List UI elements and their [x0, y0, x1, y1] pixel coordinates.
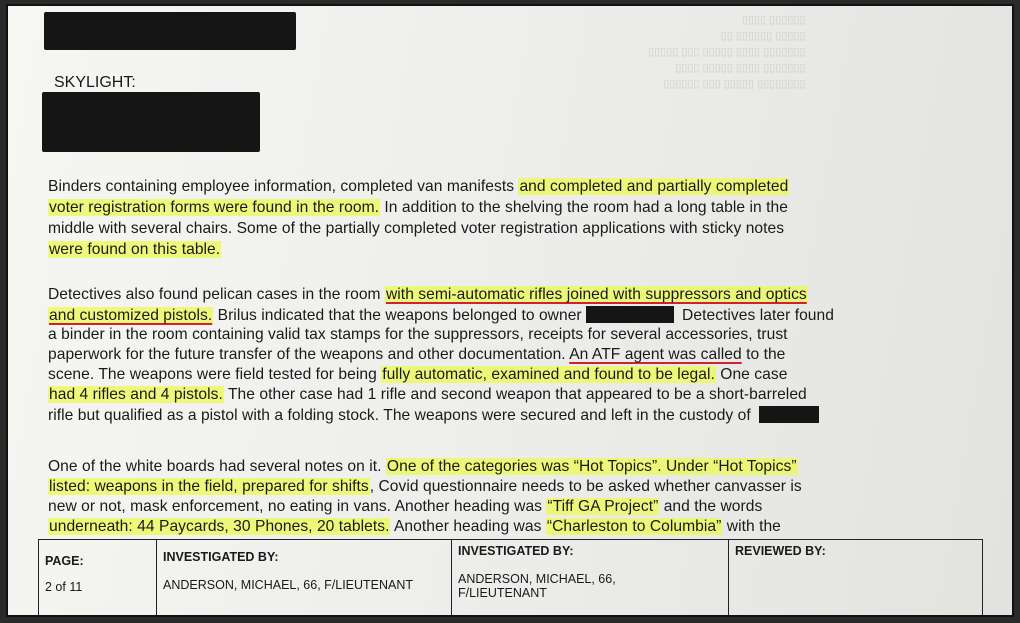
text-segment: The other case had 1 rifle and second weapon that appeared to be a short-barreled [223, 386, 807, 403]
footer-page-cell [39, 540, 157, 617]
footer-page-value: 2 of 11 [45, 580, 83, 594]
text-line [48, 518, 781, 536]
text-segment: scene. The weapons were field tested for being [48, 366, 382, 383]
text-segment: , Covid questionnaire needs to be asked whether canvasser is [369, 478, 802, 495]
text-segment: Binders containing employee information, completed van manifests [48, 178, 519, 195]
highlighted-text: “Tiff GA Project” [547, 498, 659, 515]
text-segment: One case [715, 366, 788, 383]
footer-investigated-label: INVESTIGATED BY: [163, 550, 279, 564]
text-line [48, 326, 788, 344]
text-segment: Brilus indicated that the weapons belonged to owner [213, 307, 582, 324]
text-line [48, 199, 788, 217]
text-segment: a binder in the room containing valid tax stamps for the suppressors, receipts for several accessories, trust [48, 326, 788, 343]
highlighted-text: voter registration forms were found in the room. [49, 199, 380, 216]
text-segment: Detectives later found [677, 307, 834, 324]
highlighted-text: and completed and partially completed [519, 178, 789, 195]
bleed-through-text: ▯▯▯▯▯▯ ▯▯▯▯ ▯▯▯▯▯ ▯▯▯▯▯▯ ▯▯ ▯▯▯▯▯▯▯ ▯▯▯▯ ▯▯▯▯▯ ▯▯▯ ▯▯▯▯▯ ▯▯▯▯▯▯▯ ▯▯▯▯ ▯▯▯▯▯ ▯▯▯▯ ▯▯▯▯▯▯▯▯ ▯▯▯▯▯ ▯▯▯ ▯▯▯▯▯▯ [648, 14, 806, 90]
text-segment: Another heading was [390, 518, 546, 535]
inline-redaction [586, 306, 674, 323]
text-line [48, 458, 798, 476]
footer-reviewer-cell [729, 540, 981, 617]
text-segment: One of the white boards had several notes on it. [48, 458, 386, 475]
text-segment: middle with several chairs. Some of the partially completed voter registration applications with sticky notes [48, 220, 785, 237]
highlighted-text: and customized pistols. [49, 307, 213, 324]
footer-investigated2-value-1: ANDERSON, MICHAEL, 66, [458, 572, 616, 586]
text-line [48, 366, 787, 384]
text-line [48, 286, 808, 304]
highlighted-text: “Charleston to Columbia” [546, 518, 722, 535]
highlighted-text: with semi-automatic rifles joined with suppressors and optics [385, 286, 807, 303]
footer-investigated2-value-2: F/LIEUTENANT [458, 586, 547, 600]
redaction-bar [44, 12, 296, 50]
text-segment: rifle but qualified as a pistol with a folding stock. The weapons were secured and left in the custody of [48, 407, 756, 424]
document-page [6, 4, 1014, 617]
redaction-bar [42, 92, 260, 152]
footer-page-label: PAGE: [45, 554, 84, 568]
report-footer [38, 539, 983, 617]
text-segment: new or not, mask enforcement, no eating in vans. Another heading was [48, 498, 547, 515]
text-segment: with the [722, 518, 781, 535]
highlighted-text: fully automatic, examined and found to be legal. [382, 366, 715, 383]
text-line [48, 346, 785, 364]
highlighted-text: had 4 rifles and 4 pistols. [49, 386, 223, 403]
text-line [48, 220, 784, 238]
footer-investigator2-cell [452, 540, 729, 617]
text-segment: to the [741, 346, 786, 363]
text-segment: An ATF agent was called [569, 346, 742, 363]
highlighted-text: were found on this table. [49, 241, 221, 258]
text-line [48, 306, 834, 325]
text-segment: In addition to the shelving the room had a long table in the [380, 199, 788, 216]
footer-reviewed-label: REVIEWED BY: [735, 544, 826, 558]
text-line [48, 178, 789, 196]
highlighted-text: One of the categories was “Hot Topics”. Under “Hot Topics” [386, 458, 797, 475]
inline-redaction [759, 406, 819, 423]
text-line [48, 406, 823, 425]
text-line [48, 241, 221, 259]
footer-investigator-cell [157, 540, 452, 617]
section-heading: SKYLIGHT: [54, 74, 136, 91]
text-segment: and the words [659, 498, 763, 515]
footer-investigated-value: ANDERSON, MICHAEL, 66, F/LIEUTENANT [163, 578, 414, 592]
footer-investigated2-label: INVESTIGATED BY: [458, 544, 574, 558]
highlighted-text: underneath: 44 Paycards, 30 Phones, 20 tablets. [49, 518, 390, 535]
text-segment: paperwork for the future transfer of the weapons and other documentation. [48, 346, 570, 363]
text-line [48, 386, 807, 404]
text-segment: Detectives also found pelican cases in the room [48, 286, 385, 303]
text-line [48, 478, 802, 496]
text-line [48, 498, 762, 516]
highlighted-text: listed: weapons in the field, prepared for shifts [49, 478, 369, 495]
